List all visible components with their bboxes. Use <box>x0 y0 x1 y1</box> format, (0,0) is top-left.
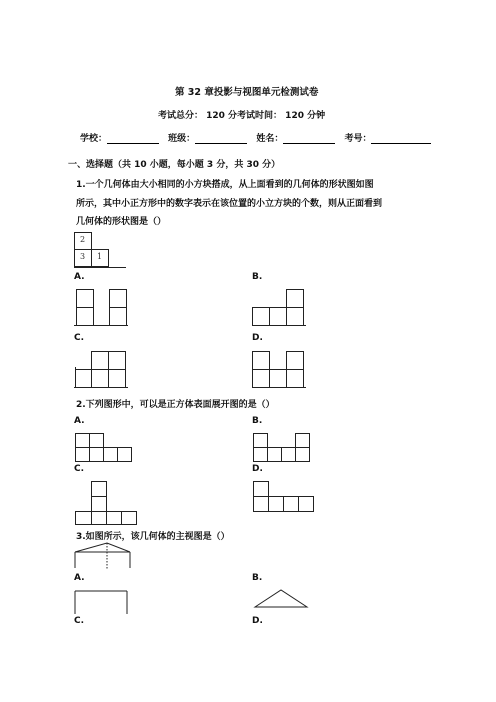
name-label: 姓名： <box>256 134 284 144</box>
q3-option-d[interactable]: D. <box>252 616 263 626</box>
q3-option-b[interactable]: B. <box>252 573 263 583</box>
q2-option-b[interactable]: B. <box>252 416 263 426</box>
id-blank[interactable] <box>371 134 431 144</box>
q1-top-view-figure <box>74 232 129 270</box>
q2-option-a[interactable]: A. <box>74 416 85 426</box>
school-blank[interactable] <box>107 134 159 144</box>
q3-option-c[interactable]: C. <box>74 616 85 626</box>
q1-option-a[interactable]: A. <box>74 272 85 282</box>
q3-option-b-figure <box>252 586 312 610</box>
q1-option-a-figure <box>74 289 130 329</box>
q1-option-c[interactable]: C. <box>74 333 85 343</box>
q1-option-b-figure <box>252 289 308 329</box>
q1-option-c-figure <box>74 351 130 391</box>
class-blank[interactable] <box>195 134 247 144</box>
exam-info: 考试总分： 120 分考试时间： 120 分钟 <box>158 111 326 121</box>
page-title: 第 32 章投影与视图单元检测试卷 <box>175 87 319 98</box>
section-heading: 一、选择题（共 10 小题，每小题 3 分，共 30 分） <box>68 160 281 170</box>
student-info-fields <box>80 131 437 144</box>
q2-option-c-net <box>74 480 138 526</box>
name-blank[interactable] <box>283 134 335 144</box>
q2-option-b-net <box>252 432 316 464</box>
q3-text: 3.如图所示，该几何体的主视图是（） <box>76 532 230 542</box>
q2-text: 2.下列图形中，可以是正方体表面展开图的是（） <box>76 400 275 410</box>
class-label: 班级： <box>168 134 196 144</box>
q2-option-d[interactable]: D. <box>252 464 263 474</box>
q1-option-d[interactable]: D. <box>252 333 263 343</box>
cell-number: 3 <box>80 252 86 261</box>
q1-line2: 所示，其中小正方形中的数字表示在该位置的小立方块的个数，则从正面看到 <box>76 199 383 209</box>
q2-option-c[interactable]: C. <box>74 464 85 474</box>
q3-option-a-figure <box>72 588 132 616</box>
cell-number: 2 <box>80 235 86 244</box>
school-label: 学校： <box>80 134 108 144</box>
q1-line3: 几何体的形状图是（） <box>76 217 167 227</box>
q2-option-a-net <box>74 432 138 464</box>
q1-line1: 1.一个几何体由大小相同的小方块搭成，从上面看到的几何体的形状图如图 <box>76 180 374 190</box>
q3-solid-figure <box>72 541 134 571</box>
ground-line <box>74 267 126 268</box>
id-label: 考号： <box>344 134 372 144</box>
cell-number: 1 <box>97 252 103 261</box>
q3-option-a[interactable]: A. <box>74 573 85 583</box>
q1-option-d-figure <box>252 351 308 391</box>
q2-option-d-net <box>252 480 324 520</box>
q1-option-b[interactable]: B. <box>252 272 263 282</box>
